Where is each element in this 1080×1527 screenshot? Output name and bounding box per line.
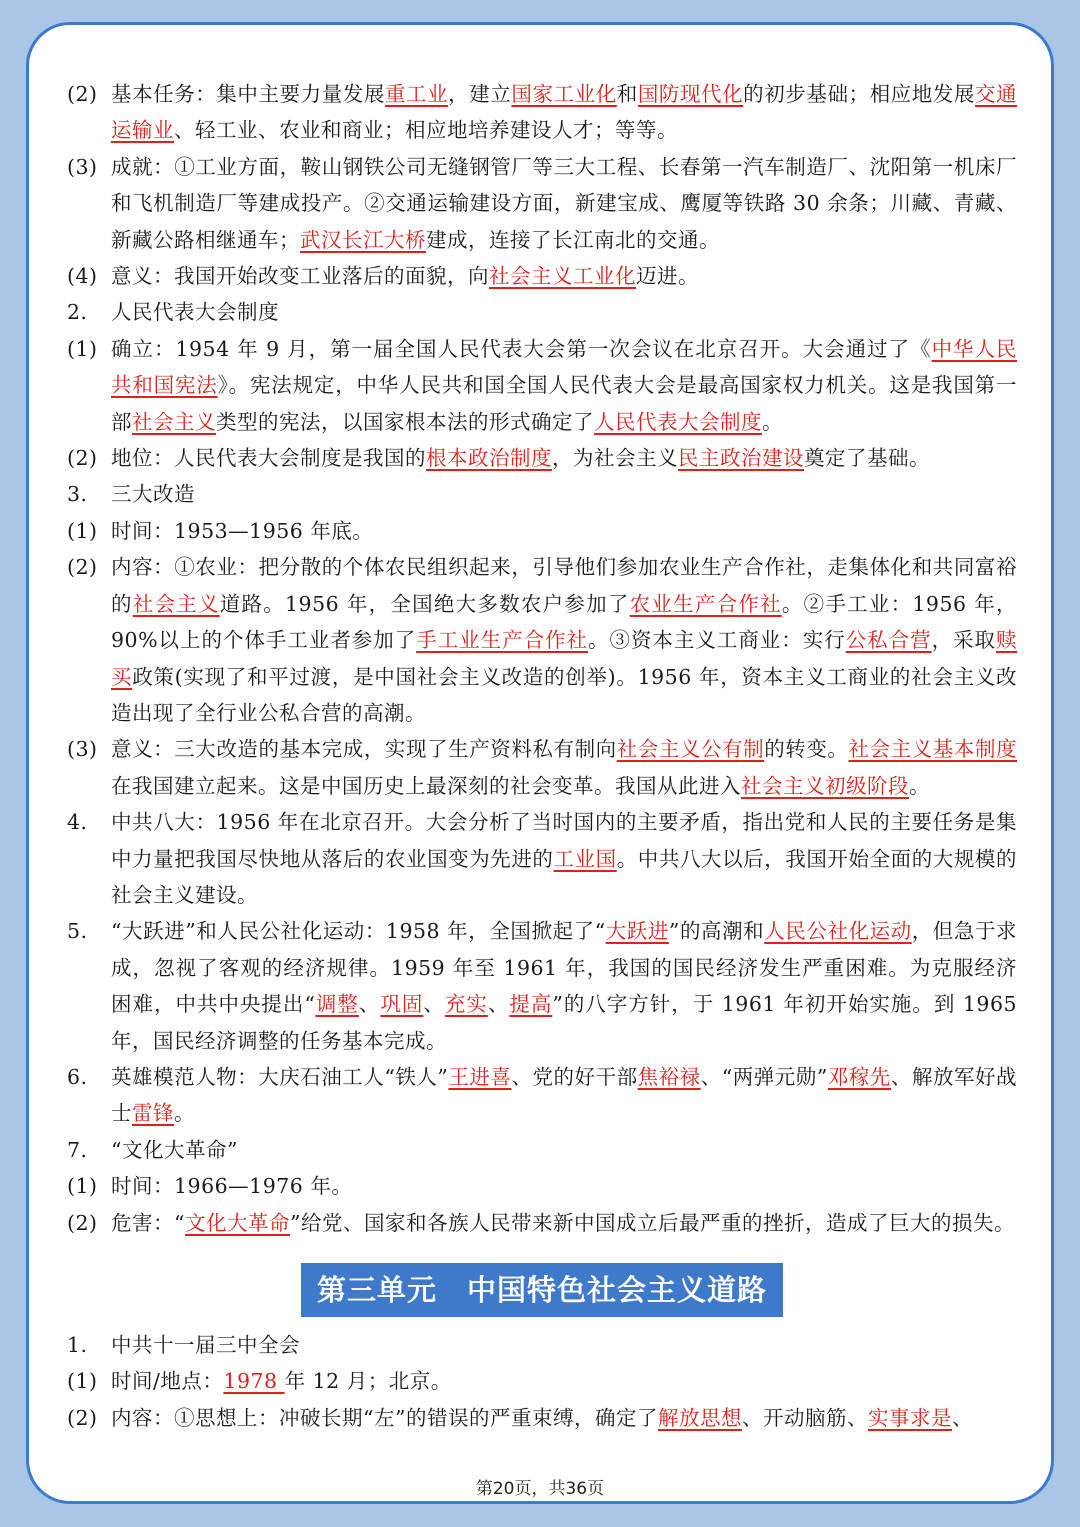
- list-item: [67, 149, 1017, 258]
- text-run: 。③资本主义工商业：实行: [588, 628, 846, 653]
- list-item: [67, 440, 1017, 476]
- key-term: 调整: [315, 992, 359, 1017]
- text-run: 。②手工业：1956 年，90%以上的个体手工业者参加了: [111, 591, 1018, 653]
- text-run: 内容：①农业：把分散的个体农民组织起来，引导他们参加农业生产合作社，走集体化和共同富裕的: [111, 555, 1017, 616]
- key-term: 邓稼先: [827, 1064, 891, 1089]
- item-number: (3): [67, 737, 98, 762]
- text-run: 意义：我国开始改变工业落后的面貌，向: [111, 264, 489, 289]
- list-item: [67, 1327, 1017, 1363]
- list-item: [67, 513, 1017, 549]
- text-run: 确立：1954 年 9 月，第一届全国人民代表大会第一次会议在北京召开。大会通过了《: [111, 336, 932, 361]
- text-run: ，但急于求成，忽视了客观的经济规律。1959 年至 1961 年，我国的国民经济发生严重困难。为克服经济困难，中共中央提出“: [111, 919, 1018, 1017]
- text-run: 》。宪法规定，中华人民共和国全国人民代表大会是最高国家权力机关。这是我国第一部: [111, 373, 1017, 434]
- list-item: [67, 1132, 1017, 1168]
- key-term: 社会主义初级阶段: [741, 773, 909, 798]
- item-number: 1.: [67, 1333, 88, 1357]
- key-term: 农业生产合作社: [629, 591, 782, 616]
- item-number: (4): [67, 264, 98, 289]
- text-run: 奠定了基础。: [804, 446, 930, 471]
- outline-list-unit2: [67, 76, 1017, 1241]
- text-run: 类型的宪法，以国家根本法的形式确定了: [216, 409, 594, 434]
- text-run: 年 12 月；北京。: [284, 1369, 452, 1394]
- list-item: [67, 1168, 1017, 1204]
- text-run: 、开动脑筋、: [741, 1405, 868, 1430]
- text-run: “大跃进”和人民公社化运动：1958 年，全国掀起了“: [111, 919, 606, 944]
- text-run: 人民代表大会制度: [111, 300, 279, 325]
- item-number: 5.: [67, 919, 88, 944]
- text-run: 时间：1966—1976 年。: [111, 1174, 353, 1199]
- text-run: ，采取: [931, 628, 997, 653]
- key-term: 社会主义工业化: [489, 264, 636, 289]
- item-number: 6.: [67, 1064, 88, 1089]
- list-item: [67, 476, 1017, 512]
- key-term: 武汉长江大桥: [300, 227, 426, 252]
- page-number: 第20页，共36页: [475, 1479, 605, 1499]
- text-run: 。: [174, 1101, 195, 1126]
- list-item: [67, 76, 1017, 149]
- key-term: 实事求是: [867, 1405, 952, 1430]
- text-run: 政策(实现了和平过渡，是中国社会主义改造的创举)。1956 年，资本主义工商业的社会主义改造出现了全行业公私合营的高潮。: [111, 664, 1017, 725]
- key-term: 社会主义: [132, 409, 216, 434]
- text-run: 的初步基础；相应地发展: [743, 82, 975, 106]
- text-run: 和: [616, 82, 638, 106]
- list-item: [67, 804, 1017, 913]
- page-card: [26, 22, 1054, 1504]
- key-term: 人民代表大会制度: [594, 409, 762, 434]
- key-term: 社会主义公有制: [616, 737, 765, 762]
- key-term: 国家工业化: [511, 82, 617, 106]
- text-run: 道路。1956 年，全国绝大多数农户参加了: [219, 591, 630, 616]
- item-number: (3): [67, 154, 98, 179]
- item-number: (2): [67, 82, 98, 106]
- text-run: 、: [951, 1405, 973, 1430]
- text-run: 。中共八大以后，我国开始全面的大规模的社会主义建设。: [111, 846, 1018, 907]
- key-term: 赎买: [111, 628, 1018, 689]
- key-term: 王进喜: [448, 1064, 512, 1089]
- list-item: [67, 549, 1017, 731]
- key-term: 根本政治制度: [426, 446, 552, 471]
- key-term: 充实: [444, 992, 488, 1017]
- list-item: [67, 913, 1017, 1059]
- key-term: 社会主义基本制度: [848, 737, 1018, 762]
- key-term: 工业国: [553, 846, 617, 871]
- list-item: [67, 731, 1017, 804]
- text-run: 的转变。: [764, 737, 849, 762]
- text-run: 在我国建立起来。这是中国历史上最深刻的社会变革。我国从此进入: [111, 773, 741, 798]
- text-run: 、轻工业、农业和商业；相应地培养建设人才；等等。: [174, 118, 678, 143]
- text-run: 。: [762, 409, 783, 434]
- list-item: [67, 331, 1017, 440]
- item-number: 2.: [67, 300, 88, 325]
- key-term: 提高: [509, 992, 553, 1017]
- key-term: 民主政治建设: [678, 446, 804, 471]
- key-term: 手工业生产合作社: [416, 628, 589, 653]
- key-term: 雷锋: [132, 1101, 174, 1126]
- key-term: 巩固: [380, 992, 424, 1017]
- item-number: (1): [67, 1369, 98, 1394]
- list-item: [67, 258, 1017, 294]
- text-run: 地位：人民代表大会制度是我国的: [111, 446, 426, 471]
- text-run: 、: [487, 992, 510, 1017]
- key-term: 公私合营: [845, 628, 932, 653]
- text-run: ”的八字方针，于 1961 年初开始实施。到 1965 年，国民经济调整的任务基本完成。: [111, 992, 1018, 1053]
- text-run: 、“两弹元勋”: [700, 1064, 828, 1089]
- text-run: ，为社会主义: [552, 446, 678, 471]
- text-run: 意义：三大改造的基本完成，实现了生产资料私有制向: [111, 737, 617, 762]
- key-term: 社会主义: [132, 591, 220, 616]
- text-run: 、解放军好战士: [111, 1064, 1018, 1126]
- text-run: 中共十一届三中全会: [111, 1333, 300, 1357]
- list-item: [67, 1363, 1017, 1399]
- item-number: (2): [67, 1210, 98, 1235]
- item-number: 4.: [67, 810, 88, 835]
- item-number: (1): [67, 336, 98, 361]
- key-term: 重工业: [384, 82, 449, 106]
- key-term: 国防现代化: [637, 82, 744, 106]
- key-term: 交通运输业: [111, 82, 1018, 143]
- text-run: 迈进。: [636, 264, 699, 289]
- item-number: (2): [67, 446, 98, 471]
- list-item: [67, 1400, 1017, 1436]
- text-run: 危害：“: [111, 1210, 185, 1235]
- text-run: “文化大革命”: [111, 1137, 238, 1162]
- item-number: 7.: [67, 1137, 88, 1162]
- text-run: 三大改造: [111, 482, 195, 507]
- item-number: (2): [67, 555, 98, 580]
- text-run: 内容：①思想上：冲破长期“左”的错误的严重束缚，确定了: [111, 1405, 658, 1430]
- key-term: 1978: [223, 1369, 285, 1394]
- text-run: 成就：①工业方面，鞍山钢铁公司无缝钢管厂等三大工程、长春第一汽车制造厂、沈阳第一机床厂和飞机制造厂等建成投产。②交通运输建设方面，新建宝成、鹰厦等铁路 30 余条；川藏、青藏、新藏公路相继通车；: [111, 154, 1017, 252]
- text-run: 、党的好干部: [511, 1064, 638, 1089]
- key-term: 焦裕禄: [637, 1064, 701, 1089]
- item-number: (1): [67, 518, 98, 543]
- unit-title: 第三单元 中国特色社会主义道路: [301, 1263, 783, 1317]
- key-term: 解放思想: [657, 1405, 742, 1430]
- outline-list-unit3: [67, 1327, 1017, 1436]
- key-term: 大跃进: [605, 919, 669, 944]
- item-number: (1): [67, 1174, 98, 1199]
- text-run: 英雄模范人物：大庆石油工人“铁人”: [111, 1064, 449, 1089]
- key-term: 文化大革命: [184, 1210, 290, 1235]
- text-run: 建成，连接了长江南北的交通。: [426, 227, 720, 252]
- text-run: 中共八大：1956 年在北京召开。大会分析了当时国内的主要矛盾，指出党和人民的主要任务是集中力量把我国尽快地从落后的农业国变为先进的: [111, 810, 1017, 871]
- key-term: 人民公社化运动: [764, 919, 912, 944]
- document-content: [67, 76, 1017, 1436]
- text-run: 时间：1953—1956 年底。: [111, 518, 374, 543]
- key-term: 中华人民共和国宪法: [111, 336, 1018, 398]
- unit-heading-wrapper: [67, 1263, 1017, 1317]
- text-run: 、: [423, 992, 445, 1017]
- text-run: 、: [358, 992, 381, 1017]
- text-run: 基本任务：集中主要力量发展: [111, 82, 385, 106]
- text-run: ，建立: [448, 82, 512, 106]
- text-run: 。: [909, 773, 930, 798]
- item-number: (2): [67, 1405, 98, 1430]
- list-item: [67, 1059, 1017, 1132]
- list-item: [67, 294, 1017, 330]
- text-run: 时间/地点：: [111, 1369, 224, 1394]
- item-number: 3.: [67, 482, 88, 507]
- list-item: [67, 1205, 1017, 1241]
- text-run: ”的高潮和: [668, 919, 765, 944]
- text-run: ”给党、国家和各族人民带来新中国成立后最严重的挫折，造成了巨大的损失。: [289, 1210, 1015, 1235]
